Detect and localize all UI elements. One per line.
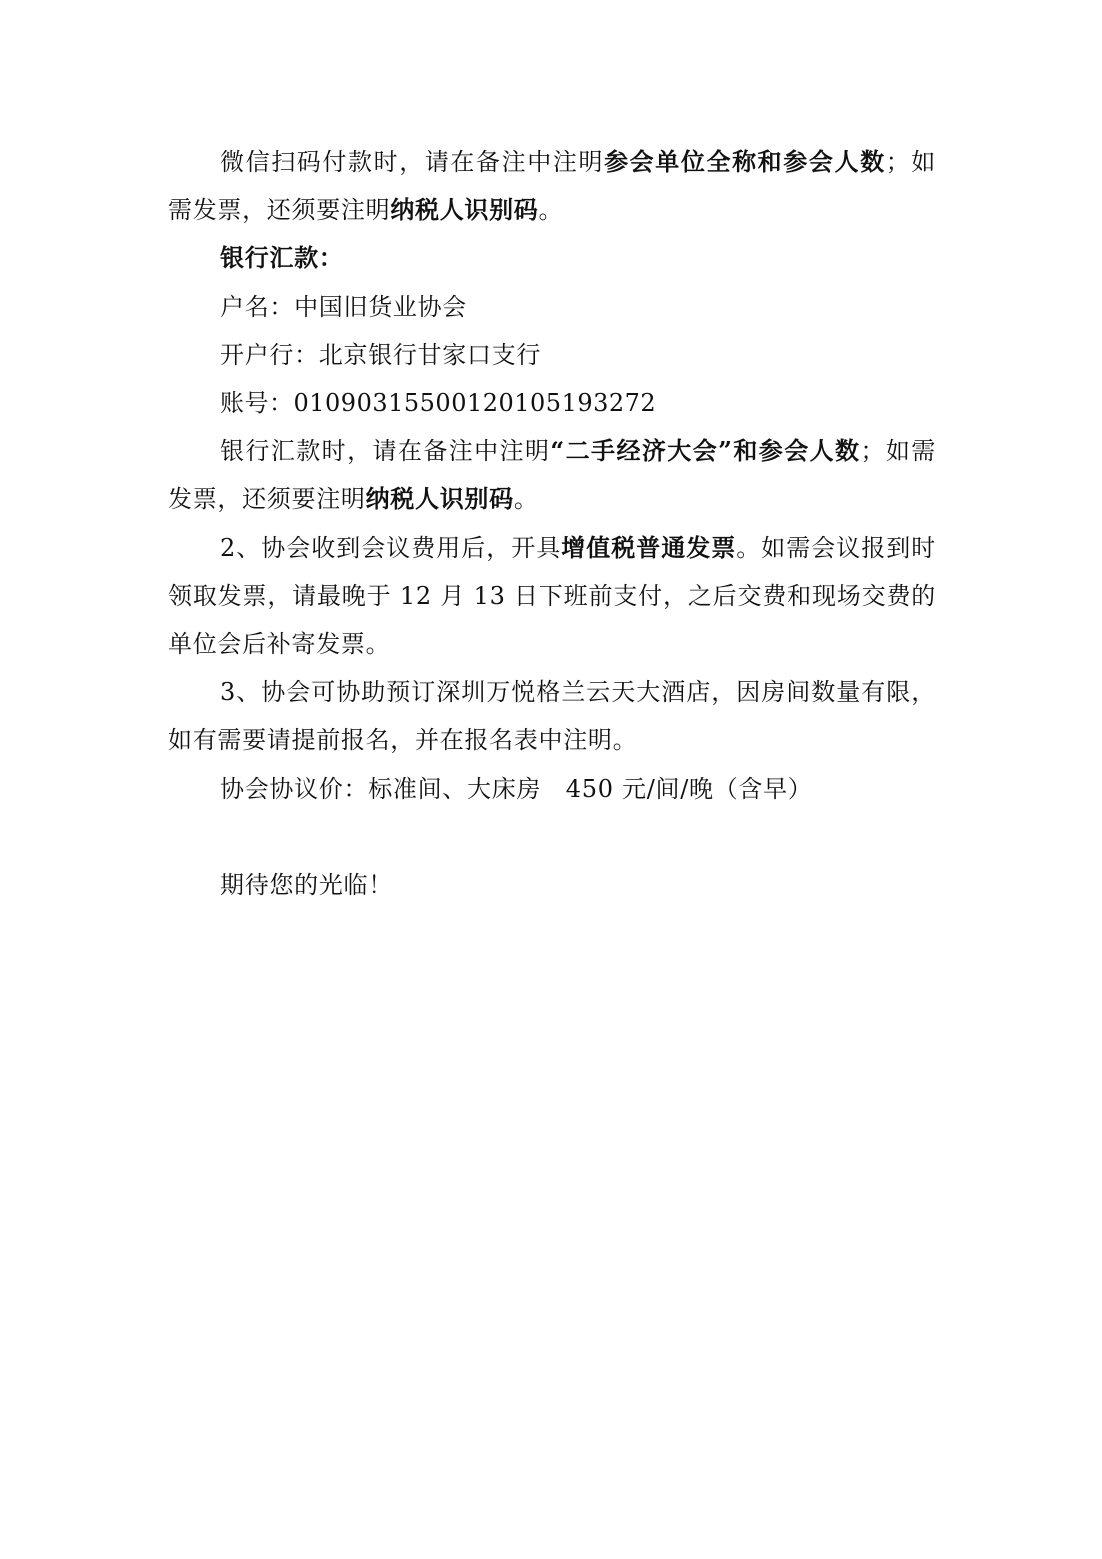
account-name: 户名：中国旧货业协会 <box>220 292 467 321</box>
wechat-note-text-3: 。 <box>538 196 564 225</box>
item-2-invoice <box>168 524 936 669</box>
wechat-payment-note <box>168 138 936 234</box>
wechat-note-text-1: 微信扫码付款时，请在备注中注明 <box>220 148 605 176</box>
item-2-bold: 增值税普通发票 <box>561 532 737 562</box>
bank-transfer-heading: 银行汇款： <box>220 243 344 273</box>
bank-note-bold-2: 纳税人识别码 <box>365 484 514 514</box>
bank-branch: 开户行：北京银行甘家口支行 <box>220 340 542 369</box>
document-page <box>168 138 936 909</box>
closing-line: 期待您的光临！ <box>220 870 393 899</box>
wechat-note-bold-1: 参会单位全称和参会人数 <box>604 147 886 176</box>
bank-note-bold-1: “二手经济大会”和参会人数 <box>550 436 861 466</box>
item-2-text-2: 。如需会议报到时领取发票，请最晚于 12 月 13 日下班前支付，之后交费和现场交费的单位会后补寄发票。 <box>168 533 936 659</box>
bank-note-text-2: ；如需发票，还须要注明 <box>168 437 936 514</box>
wechat-note-text-2: ；如需发票，还须要注明 <box>168 148 937 225</box>
blank-line <box>168 813 936 861</box>
bank-transfer-note <box>168 427 936 523</box>
agreement-price: 协会协议价：标准间、大床房 450 元/间/晚（含早） <box>220 774 813 803</box>
wechat-note-bold-2: 纳税人识别码 <box>390 195 539 225</box>
bank-note-text-3: 。 <box>513 485 539 514</box>
item-3-hotel: 3、协会可协助预订深圳万悦格兰云天大酒店，因房间数量有限，如有需要请提前报名，并在报名表中注明。 <box>168 678 936 755</box>
item-2-text-1: 2、协会收到会议费用后，开具 <box>220 533 562 562</box>
bank-note-text-1: 银行汇款时，请在备注中注明 <box>220 437 551 466</box>
account-number: 账号：01090315500120105193272 <box>220 389 657 418</box>
